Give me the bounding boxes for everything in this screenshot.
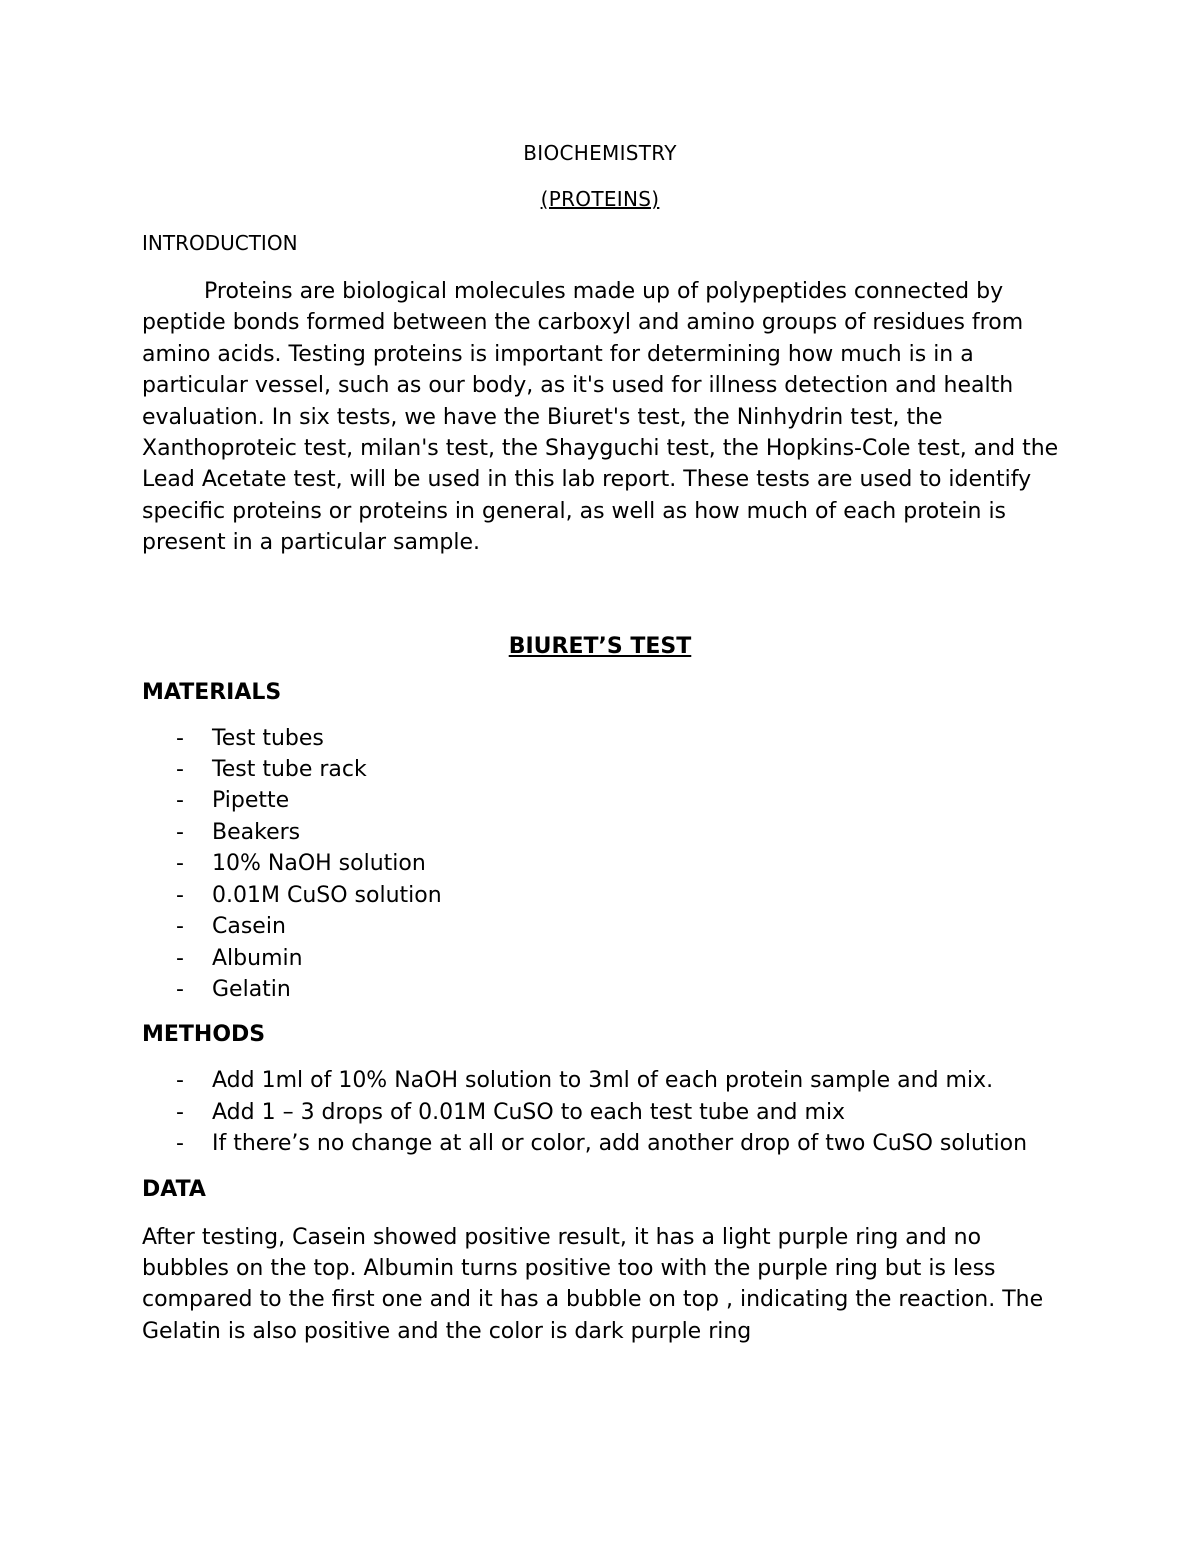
list-item: - Add 1ml of 10% NaOH solution to 3ml of each protein sample and mix. xyxy=(142,1065,1072,1096)
list-item: - Beakers xyxy=(142,817,1058,848)
list-dash: - xyxy=(176,757,184,783)
methods-heading: METHODS xyxy=(142,1022,266,1048)
materials-list xyxy=(142,723,1058,1006)
introduction-heading: INTRODUCTION xyxy=(142,231,298,255)
list-dash: - xyxy=(176,819,184,845)
list-item: - Test tube rack xyxy=(142,754,1058,785)
list-dash: - xyxy=(176,882,184,908)
list-item: - Casein xyxy=(142,911,1058,942)
list-dash: - xyxy=(176,725,184,751)
list-item: - 10% NaOH solution xyxy=(142,848,1058,879)
biuret-section-title: BIURET’S TEST xyxy=(508,633,692,659)
document-subtitle: (PROTEINS) xyxy=(540,187,660,211)
list-dash: - xyxy=(176,976,184,1002)
list-dash: - xyxy=(176,1099,184,1125)
list-item: - Gelatin xyxy=(142,974,1058,1005)
introduction-paragraph: Proteins are biological molecules made up of polypeptides connected by peptide bonds formed between the carboxyl and amino groups of residues from amino acids. Testing proteins is important for determining how much is in a particular vessel, such as our body, as it's used for illness detection and health evaluation. In six tests, we have the Biuret's test, the Ninhydrin test, the Xanthoproteic test, milan's test, the Shayguchi test, the Hopkins-Cole test, and the Lead Acetate test, will be used in this lab report. These tests are used to identify specific proteins or proteins in general, as well as how much of each protein is present in a particular sample. xyxy=(142,279,1059,556)
methods-list xyxy=(142,1065,1058,1159)
list-dash: - xyxy=(176,1131,184,1157)
list-dash: - xyxy=(176,851,184,877)
document-title: BIOCHEMISTRY xyxy=(523,141,677,165)
data-heading: DATA xyxy=(142,1176,206,1202)
list-item: - 0.01M CuSO solution xyxy=(142,880,1058,911)
list-dash: - xyxy=(176,788,184,814)
list-item: - Test tubes xyxy=(142,723,1058,754)
list-item: - Pipette xyxy=(142,785,1058,816)
list-item: - Add 1 – 3 drops of 0.01M CuSO to each test tube and mix xyxy=(142,1097,1072,1128)
data-paragraph: After testing, Casein showed positive result, it has a light purple ring and no bubbles on the top. Albumin turns positive too with the purple ring but is less compared to the first one and it has a bubble on top , indicating the reaction. The Gelatin is also positive and the color is dark purple ring xyxy=(142,1224,1044,1344)
list-dash: - xyxy=(176,1068,184,1094)
list-dash: - xyxy=(176,945,184,971)
materials-heading: MATERIALS xyxy=(142,679,282,705)
list-dash: - xyxy=(176,914,184,940)
list-item: - If there’s no change at all or color, add another drop of two CuSO solution xyxy=(142,1128,1072,1159)
list-item: - Albumin xyxy=(142,943,1058,974)
